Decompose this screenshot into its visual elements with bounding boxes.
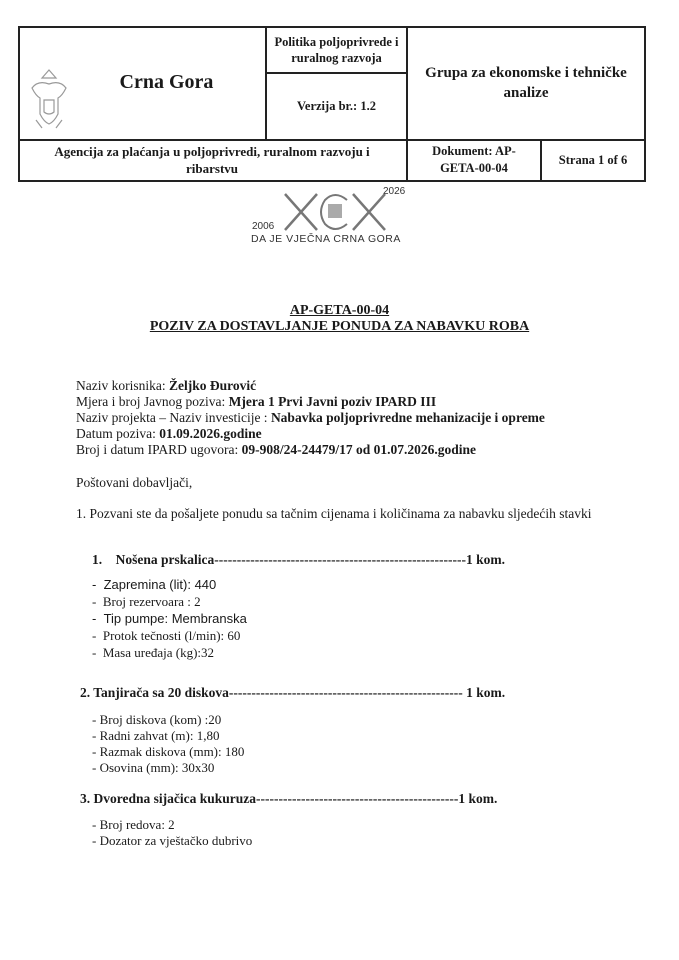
spec-item: - Broj rezervoara : 2 <box>92 594 201 609</box>
document-code: AP-GETA-00-04 <box>289 303 390 318</box>
spec-item: - Masa uređaja (kg):32 <box>92 645 215 660</box>
item-heading: 3. Dvoredna sijačica kukuruza---------------------------------------------1 kom. <box>80 791 498 806</box>
country-name: Crna Gora <box>119 71 214 93</box>
spec-item: - Razmak diskova (mm): 180 <box>92 744 245 759</box>
header-table <box>18 26 646 182</box>
page-label: Strana 1 of 6 <box>558 152 628 167</box>
group-label: Grupa za ekonomske i tehničke analize <box>425 64 627 101</box>
intro-text: 1. Pozvani ste da pošaljete ponudu sa tačnim cijenama i količinama za nabavku sljedećih stavki <box>76 506 592 521</box>
anniversary-logo <box>251 186 415 248</box>
document-title: POZIV ZA DOSTAVLJANJE PONUDA ZA NABAVKU ROBA <box>149 319 530 334</box>
coat-of-arms-icon <box>24 66 74 136</box>
info-date: Datum poziva: 01.09.2026.godine <box>76 426 262 441</box>
policy-label: Politika poljoprivrede i ruralnog razvoja <box>274 35 399 65</box>
info-contract: Broj i datum IPARD ugovora: 09-908/24-24479/17 od 01.07.2026.godine <box>76 442 477 457</box>
version-label: Verzija br.: 1.2 <box>297 99 376 113</box>
spec-item: - Broj redova: 2 <box>92 817 175 832</box>
info-measure: Mjera i broj Javnog poziva: Mjera 1 Prvi Javni poziv IPARD III <box>76 394 437 409</box>
document-label: Dokument: AP-GETA-00-04 <box>432 144 516 175</box>
logo-year-end: 2026 <box>383 186 406 197</box>
spec-item: - Dozator za vještačko dubrivo <box>92 833 253 848</box>
spec-item: - Zapremina (lit): 440 <box>92 577 217 592</box>
item-heading: 2. Tanjirača sa 20 diskova---------------------------------------------------- 1 kom. <box>80 685 506 700</box>
agency-label: Agencija za plaćanja u poljoprivredi, ruralnom razvoju i ribarstvu <box>54 144 370 176</box>
info-user: Naziv korisnika: Željko Đurović <box>76 378 257 393</box>
spec-item: - Radni zahvat (m): 1,80 <box>92 728 220 743</box>
spec-item: - Broj diskova (kom) :20 <box>92 712 222 727</box>
item-heading: 1. Nošena prskalica--------------------------------------------------------1 kom. <box>92 552 506 567</box>
spec-item: - Protok tečnosti (l/min): 60 <box>92 628 241 643</box>
logo-slogan: DA JE VJEČNA CRNA GORA <box>251 233 401 245</box>
logo-year-start: 2006 <box>252 221 275 232</box>
spec-item: - Tip pumpe: Membranska <box>92 611 247 626</box>
greeting: Poštovani dobavljači, <box>76 475 193 490</box>
spec-item: - Osovina (mm): 30x30 <box>92 760 215 775</box>
info-project: Naziv projekta – Naziv investicije : Nabavka poljoprivredne mehanizacije i opreme <box>76 410 545 425</box>
